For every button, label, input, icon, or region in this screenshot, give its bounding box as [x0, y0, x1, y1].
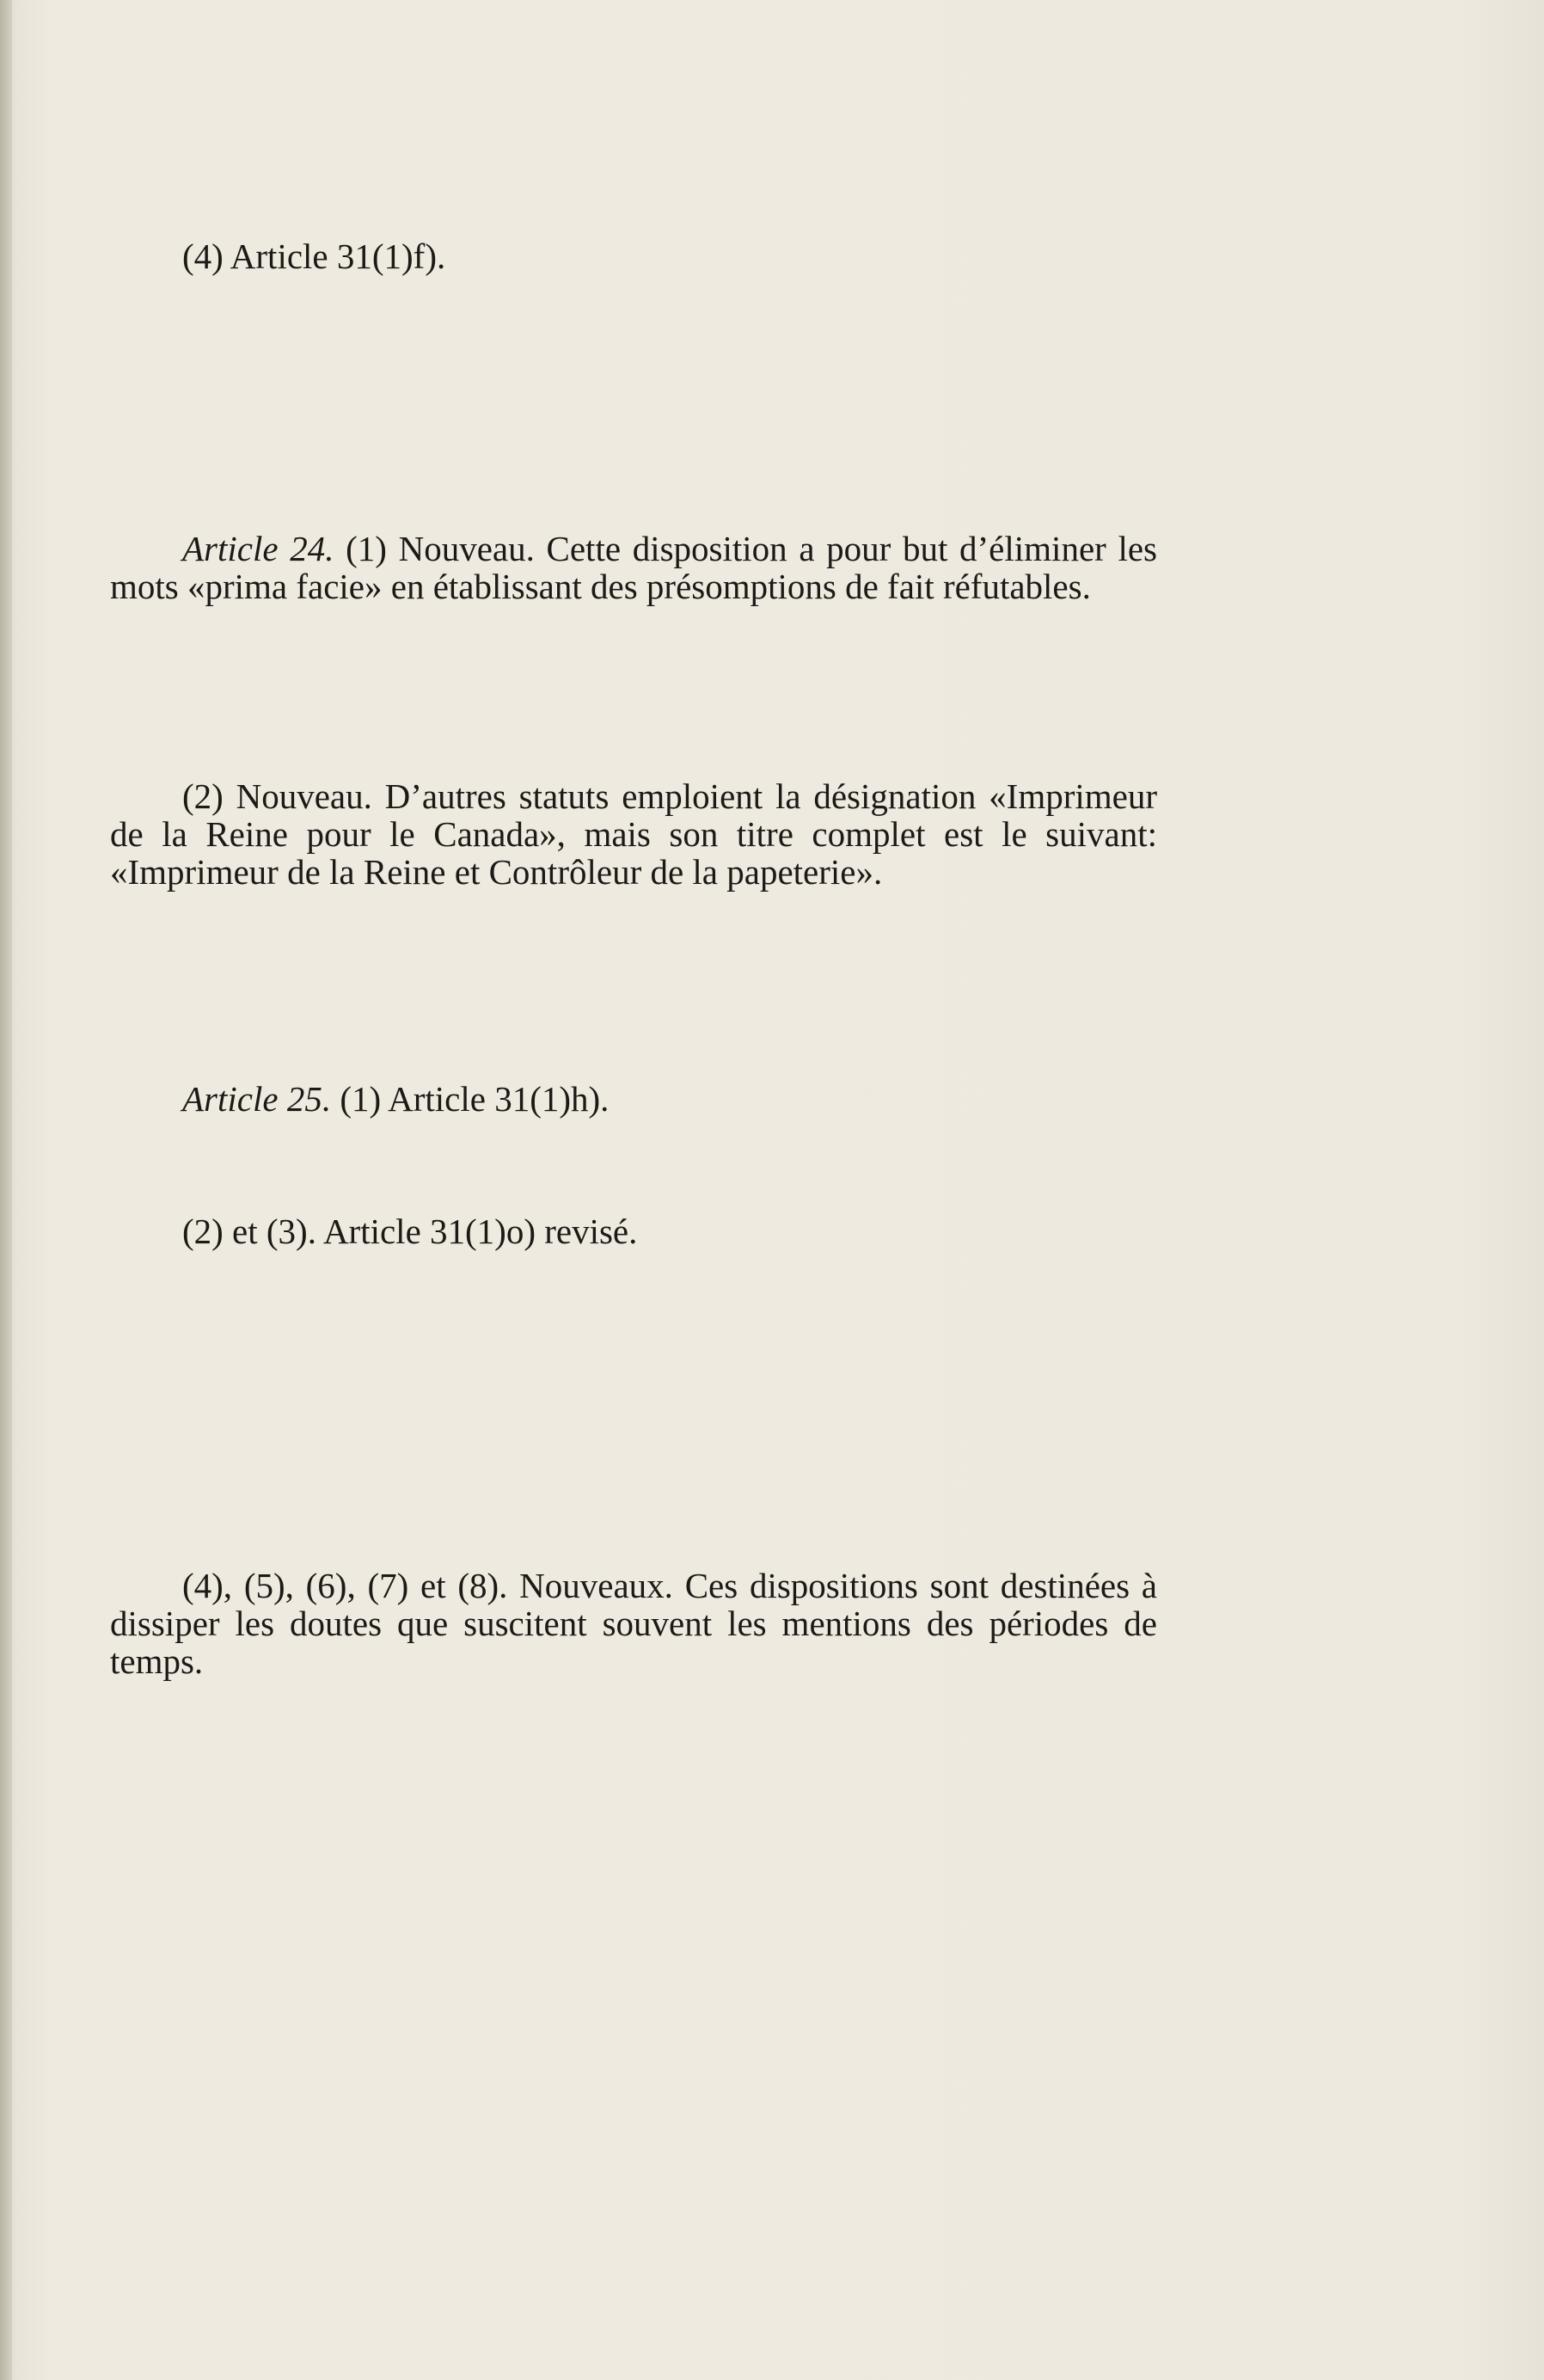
article-heading: Article 25.	[182, 1079, 332, 1119]
paragraph-text: (2) et (3). Article 31(1)o) revisé.	[182, 1211, 638, 1251]
paragraph-article-23-4	[110, 237, 1157, 275]
paragraph-text: (2) Nouveau. D’autres statuts emploient la désignation «Imprimeur de la Reine pour le Canada», mais son titre complet est le suivant: «Imprimeur de la Reine et Contrôleur de la papeterie».	[110, 776, 1157, 892]
paragraph-text: (4), (5), (6), (7) et (8). Nouveaux. Ces dispositions sont destinées à dissiper les doutes que suscitent souvent les mentions des périodes de temps.	[110, 1566, 1157, 1681]
paragraph-text: (1) Article 31(1)h).	[331, 1079, 610, 1119]
paragraph-text: (1) Nouveau. Cette disposition a pour but d’éliminer les mots «prima facie» en établissant des présomptions de fait réfutables.	[110, 529, 1157, 606]
paragraph-article-24-2	[110, 777, 1157, 891]
paragraph-text: (4) Article 31(1)f).	[182, 236, 446, 276]
page-binding-edge	[0, 0, 12, 2380]
paragraph-article-25-2-3	[110, 1212, 1157, 1250]
article-heading: Article 24.	[182, 529, 334, 568]
paragraph-article-25-1	[110, 1080, 1157, 1118]
paragraph-article-24-1	[110, 530, 1157, 605]
paragraph-article-25-4-8	[110, 1567, 1157, 1680]
